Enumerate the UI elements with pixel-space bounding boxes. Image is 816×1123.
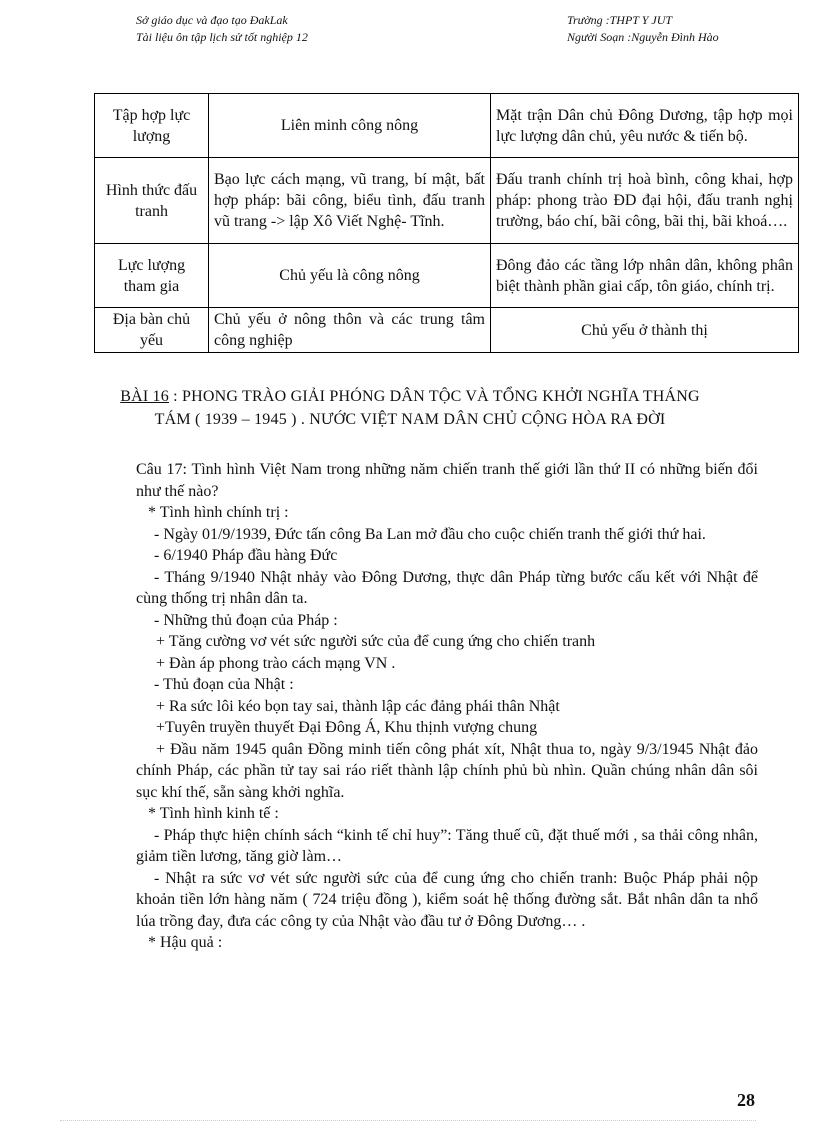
cell-period-2: Đấu tranh chính trị hoà bình, công khai, hợp pháp: phong trào ĐD đại hội, đấu tranh nghị trường, báo chí, bãi công, bãi thị, bãi khoá…. [491,158,799,244]
header-school: Trường :THPT Y JUT [567,13,673,27]
row-label: Địa bàn chủ yếu [95,308,209,353]
section-heading: * Tình hình kinh tế : [148,805,279,822]
cell-period-1: Bạo lực cách mạng, vũ trang, bí mật, bất hợp pháp: bãi công, biểu tình, đấu tranh vũ trang -> lập Xô Viết Nghệ- Tĩnh. [209,158,491,244]
cell-period-2: Đông đảo các tầng lớp nhân dân, không phân biệt thành phần giai cấp, tôn giáo, chính trị. [491,244,799,308]
cell-period-1: Chủ yếu ở nông thôn và các trung tâm công nghiệp [209,308,491,353]
cell-period-2: Chủ yếu ở thành thị [491,308,799,353]
cell-period-1: Liên minh công nông [209,94,491,158]
section-heading: * Tình hình chính trị : [148,504,289,521]
header-department: Sở giáo dục và đạo tạo ĐakLak [136,13,288,27]
paragraph: - Tháng 9/1940 Nhật nhảy vào Đông Dương, thực dân Pháp từng bước cấu kết với Nhật để cùng thống trị nhân dân ta. [136,568,758,607]
paragraph: - Những thủ đoạn của Pháp : [154,611,338,629]
footer-divider [60,1120,756,1121]
row-label: Lực lượng tham gia [95,244,209,308]
paragraph: + Đàn áp phong trào cách mạng VN . [156,654,396,672]
lesson-number: BÀI 16 [120,388,169,405]
page-number: 28 [737,1090,755,1110]
cell-period-1: Chủ yếu là công nông [209,244,491,308]
paragraph: - 6/1940 Pháp đầu hàng Đức [154,547,338,564]
header-document-title: Tài liệu ôn tập lịch sử tốt nghiệp 12 [136,30,308,44]
header-left [136,12,308,46]
table-row [95,94,799,158]
paragraph: +Tuyên truyền thuyết Đại Đông Á, Khu thịnh vượng chung [156,719,538,736]
paragraph: - Ngày 01/9/1939, Đức tấn công Ba Lan mở đầu cho cuộc chiến tranh thế giới thứ hai. [154,525,706,543]
row-label: Tập hợp lực lượng [95,94,209,158]
comparison-table [94,93,799,353]
row-label: Hình thức đấu tranh [95,158,209,244]
table-row [95,308,799,353]
cell-period-2: Mặt trận Dân chủ Đông Dương, tập hợp mọi lực lượng dân chủ, yêu nước & tiến bộ. [491,94,799,158]
paragraph: + Tăng cường vơ vét sức người sức của để cung ứng cho chiến tranh [156,633,596,650]
paragraph: - Thủ đoạn của Nhật : [154,676,294,693]
lesson-title [120,385,700,431]
paragraph: + Đầu năm 1945 quân Đồng minh tiến công phát xít, Nhật thua to, ngày 9/3/1945 Nhật đảo chính Pháp, các phần tử tay sai ráo riết thành lập chính phủ bù nhìn. Quần chúng nhân dân sôi sục khí thế, sẵn sàng khởi nghĩa. [136,740,758,801]
header-author: Người Soạn :Nguyễn Đình Hào [567,30,719,44]
body-text [136,459,758,954]
header-right [567,12,719,46]
paragraph: - Nhật ra sức vơ vét sức người sức của để cung ứng cho chiến tranh: Buộc Pháp phải nộp khoản tiền lớn hàng năm ( 724 triệu đồng ), kiểm soát hệ thống đường sắt. Bắt nhân dân ta nhổ lúa trồng đay, đưa các công ty của Nhật vào đầu tư ở Đông Dương… . [136,869,758,930]
section-heading: * Hậu quả : [148,934,223,951]
lesson-title-text: : PHONG TRÀO GIẢI PHÓNG DÂN TỘC VÀ TỔNG KHỞI NGHĨA THÁNG TÁM ( 1939 – 1945 ) . NƯỚC VIỆT NAM DÂN CHỦ CỘNG HÒA RA ĐỜI [154,388,700,428]
question: Câu 17: Tình hình Việt Nam trong những năm chiến tranh thế giới lần thứ II có những biến đổi như thế nào? [136,461,758,500]
table-row [95,158,799,244]
paragraph: + Ra sức lôi kéo bọn tay sai, thành lập các đảng phái thân Nhật [156,697,560,715]
table-row [95,244,799,308]
paragraph: - Pháp thực hiện chính sách “kinh tế chỉ huy”: Tăng thuế cũ, đặt thuế mới , sa thải công nhân, giảm tiền lương, tăng giờ làm… [136,826,758,865]
